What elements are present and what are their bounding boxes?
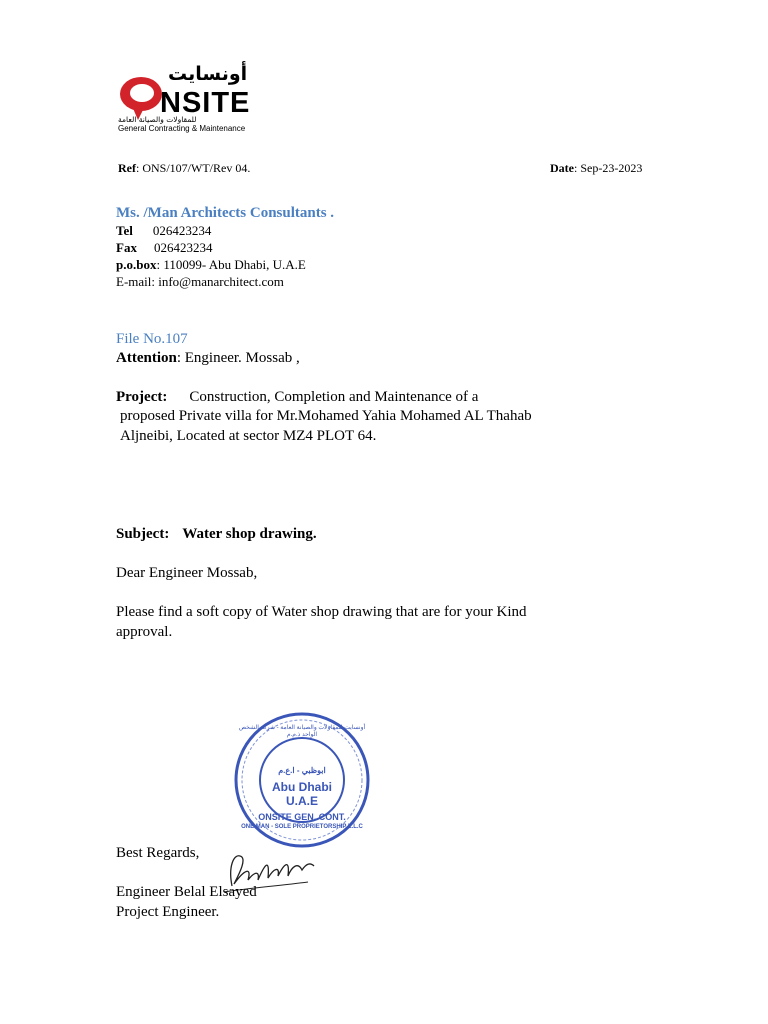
fax-value: 026423234 <box>153 240 213 255</box>
signer-name: Engineer Belal Elsayed <box>116 884 257 900</box>
email-line: E-mail: info@manarchitect.com <box>116 274 284 289</box>
project-text-1: Construction, Completion and Maintenance of a <box>189 389 479 405</box>
logo-arabic-tagline: للمقاولات والصيانة العامة <box>118 115 197 124</box>
attention-line <box>116 350 300 367</box>
closing-regards: Best Regards, <box>116 845 200 861</box>
logo-arabic-name: أونسايت <box>168 63 248 85</box>
date-line <box>550 161 642 175</box>
stamp-company: ONSITE GEN. CONT. <box>258 812 346 822</box>
ref-label: Ref <box>118 161 136 175</box>
date-value: : Sep-23-2023 <box>574 161 643 175</box>
stamp-arabic-company: أونسايت للمقاولات والصيانة العامة - شركة الشخص الواحد ذ.م.م <box>238 725 366 738</box>
project-line-2: proposed Private villa for Mr.Mohamed Yahia Mohamed AL Thahab <box>120 408 532 424</box>
stamp-city: Abu Dhabi <box>272 780 332 794</box>
subject-line <box>116 526 317 543</box>
stamp-arabic-city: ابوظبي - ا.ع.م <box>278 766 326 775</box>
ref-value: : ONS/107/WT/Rev 04. <box>136 161 251 175</box>
company-stamp <box>232 710 372 850</box>
recipient-name: Ms. /Man Architects Consultants . <box>116 205 335 221</box>
logo-tagline: General Contracting & Maintenance <box>118 124 246 133</box>
project-line-1 <box>116 389 478 406</box>
project-label: Project: <box>116 389 168 405</box>
date-label: Date <box>550 161 574 175</box>
body-line-1: Please find a soft copy of Water shop drawing that are for your Kind <box>116 604 527 620</box>
project-line-3: Aljneibi, Located at sector MZ4 PLOT 64. <box>120 428 377 444</box>
tel-label: Tel <box>116 223 133 238</box>
subject-label: Subject: <box>116 526 170 542</box>
subject-value: Water shop drawing. <box>182 526 317 542</box>
logo-latin-name: NSITE <box>160 87 251 119</box>
pobox-label: p.o.box <box>116 257 157 272</box>
body-line-2: approval. <box>116 624 173 640</box>
attention-label: Attention <box>116 350 177 366</box>
fax-line <box>116 240 212 255</box>
stamp-country: U.A.E <box>285 794 318 808</box>
tel-line <box>116 223 211 238</box>
file-number: File No.107 <box>116 331 188 347</box>
company-logo <box>118 63 288 136</box>
signer-title: Project Engineer. <box>116 904 220 920</box>
attention-value: : Engineer. Mossab , <box>176 350 300 366</box>
pobox-line <box>116 257 306 272</box>
pobox-value: : 110099- Abu Dhabi, U.A.E <box>156 257 306 272</box>
stamp-ownership: ONE MAN - SOLE PROPRIETORSHIP L.L.C <box>241 824 363 830</box>
reference-line <box>118 161 250 175</box>
greeting: Dear Engineer Mossab, <box>116 565 258 581</box>
tel-value: 026423234 <box>152 223 212 238</box>
fax-label: Fax <box>116 240 137 255</box>
